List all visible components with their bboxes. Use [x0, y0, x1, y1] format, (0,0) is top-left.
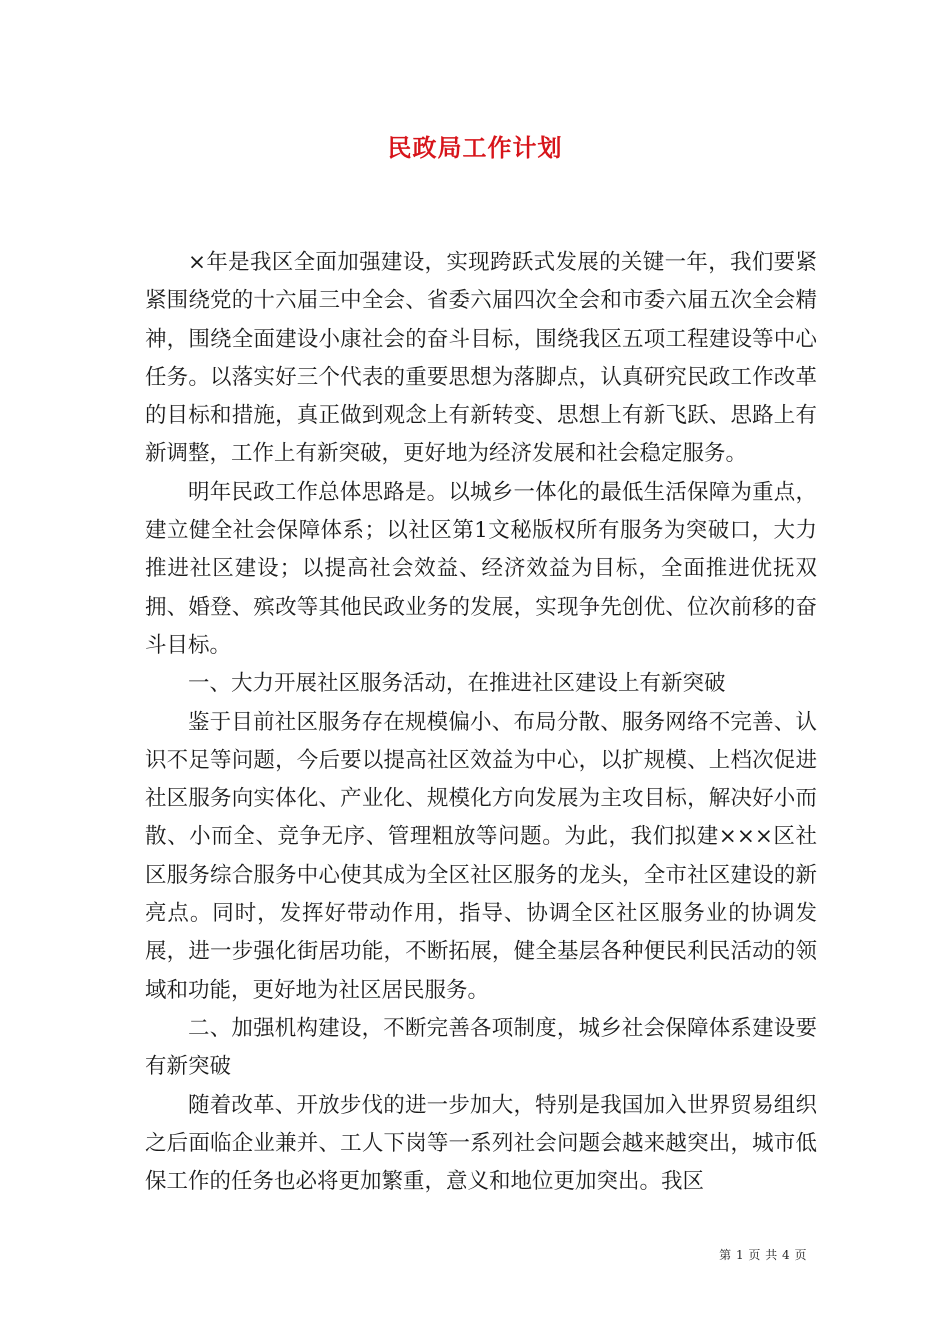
page-number-footer: 第 1 页 共 4 页 [719, 1248, 807, 1262]
paragraph: 鉴于目前社区服务存在规模偏小、布局分散、服务网络不完善、认识不足等问题，今后要以提高社区效益为中心，以扩规模、上档次促进社区服务向实体化、产业化、规模化方向发展为主攻目标，解决好小而散、小而全、竞争无序、管理粗放等问题。为此，我们拟建×××区社区服务综合服务中心使其成为全区社区服务的龙头，全市社区建设的新亮点。同时，发挥好带动作用，指导、协调全区社区服务业的协调发展，进一步强化街居功能，不断拓展，健全基层各种便民利民活动的领域和功能，更好地为社区居民服务。 [145, 709, 817, 1003]
paragraph: 明年民政工作总体思路是。以城乡一体化的最低生活保障为重点，建立健全社会保障体系；以社区第1文秘版权所有服务为突破口，大力推进社区建设；以提高社会效益、经济效益为目标，全面推进优抚双拥、婚登、殡改等其他民政业务的发展，实现争先创优、位次前移的奋斗目标。 [145, 479, 817, 658]
section-heading: 一、大力开展社区服务活动，在推进社区建设上有新突破 [188, 671, 726, 697]
document-body [145, 244, 817, 1201]
page-title: 民政局工作计划 [387, 133, 563, 162]
paragraph: ×年是我区全面加强建设，实现跨跃式发展的关键一年，我们要紧紧围绕党的十六届三中全会、省委六届四次全会和市委六届五次全会精神，围绕全面建设小康社会的奋斗目标，围绕我区五项工程建设等中心任务。以落实好三个代表的重要思想为落脚点，认真研究民政工作改革的目标和措施，真正做到观念上有新转变、思想上有新飞跃、思路上有新调整，工作上有新突破，更好地为经济发展和社会稳定服务。 [145, 250, 817, 467]
section-heading: 二、加强机构建设，不断完善各项制度，城乡社会保障体系建设要有新突破 [145, 1015, 817, 1080]
paragraph: 随着改革、开放步伐的进一步加大，特别是我国加入世界贸易组织之后面临企业兼并、工人下岗等一系列社会问题会越来越突出，城市低保工作的任务也必将更加繁重，意义和地位更加突出。我区 [145, 1092, 817, 1195]
